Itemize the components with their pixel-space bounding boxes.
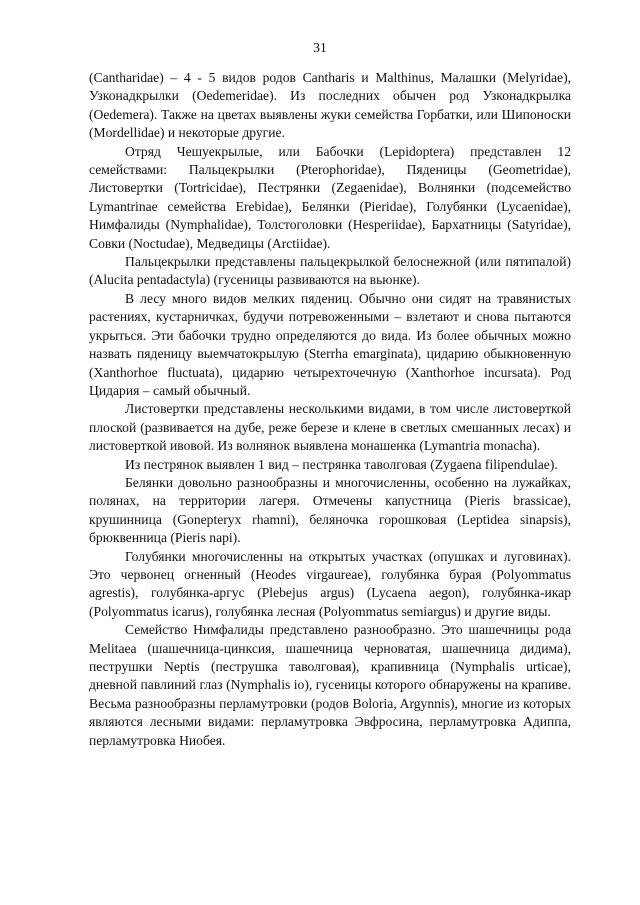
paragraph: (Cantharidae) – 4 - 5 видов родов Cantharis и Malthinus, Малашки (Melyridae), Узконадкрылки (Oedemeridae). Из последних обычен род Узконадкрылка (Oedemera). Также на цветах выявлены жуки семейства Горбатки, или Шипоноски (Mordellidae) и некоторые другие. [89,70,571,141]
paragraph: Пальцекрылки представлены пальцекрылкой белоснежной (или пятипалой) (Alucita pentadactyla) (гусеницы развиваются на вьюнке). [89,254,571,288]
paragraph: Отряд Чешуекрылые, или Бабочки (Lepidoptera) представлен 12 семействами: Пальцекрылки (Pterophoridae), Пяденицы (Geometridae), Листовертки (Tortricidae), Пестрянки (Zegaenidae), Волнянки (подсемейство Lymantrinae семейства Erebidae), Белянки (Pieridae), Голубянки (Lycaenidae), Нимфалиды (Nymphalidae), Толстоголовки (Hesperiidae), Бархатницы (Satyridae), Совки (Noctudae), Медведицы (Arctiidae). [89,143,571,251]
paragraph: Белянки довольно разнообразны и многочисленны, особенно на лужайках, полянах, на территории лагеря. Отмечены капустница (Pieris brassicae), крушинница (Gonepteryx rhamni), беляночка горошковая (Leptidea sinapsis), брюквенница (Pieris napi). [89,474,571,546]
page-number: 31 [313,40,327,55]
paragraph: Листовертки представлены несколькими видами, в том числе листоверткой плоской (развивается на дубе, реже березе и клене в светлых смешанных лесах) и листоверткой ивовой. Из волнянок выявлена монашенка (Lymantria monacha). [89,401,571,454]
paragraph: Семейство Нимфалиды представлено разнообразно. Это шашечницы рода Melitaea (шашечница-цинксия, шашечница черноватая, шашечница дидима), пеструшки Neptis (пеструшка таволговая), крапивница (Nymphalis urticae), дневной павлиний глаз (Nymphalis io), гусеницы которого обнаружены на крапиве. Весьма разнообразны перламутровки (родов Boloria, Argynnis), многие из которых являются лесными видами: перламутровка Эвфросина, перламутровка Адиппа, перламутровка Ниобея. [89,622,571,748]
body-text [89,69,571,750]
paragraph: В лесу много видов мелких пядениц. Обычно они сидят на травянистых растениях, кустарничках, будучи потревоженными – взлетают и снова пытаются укрыться. Эти бабочки трудно определяются до вида. Из более обычных можно назвать пяденицу выемчатокрылую (Sterrha emarginata), цидарию обыкновенную (Xanthorhoe fluctuata), цидарию четырехточечную (Xanthorhoe incursata). Род Цидария – самый обычный. [89,290,571,398]
paragraph: Голубянки многочисленны на открытых участках (опушках и луговинах). Это червонец огненный (Heodes virgaureae), голубянка бурая (Polyommatus agrestis), голубянка-аргус (Plebejus argus) (Lycaena aegon), голубянка-икар (Polyommatus icarus), голубянка лесная (Polyommatus semiargus) и другие виды. [89,548,571,619]
paragraph: Из пестрянок выявлен 1 вид – пестрянка таволговая (Zygaena filipendulae). [125,456,558,472]
